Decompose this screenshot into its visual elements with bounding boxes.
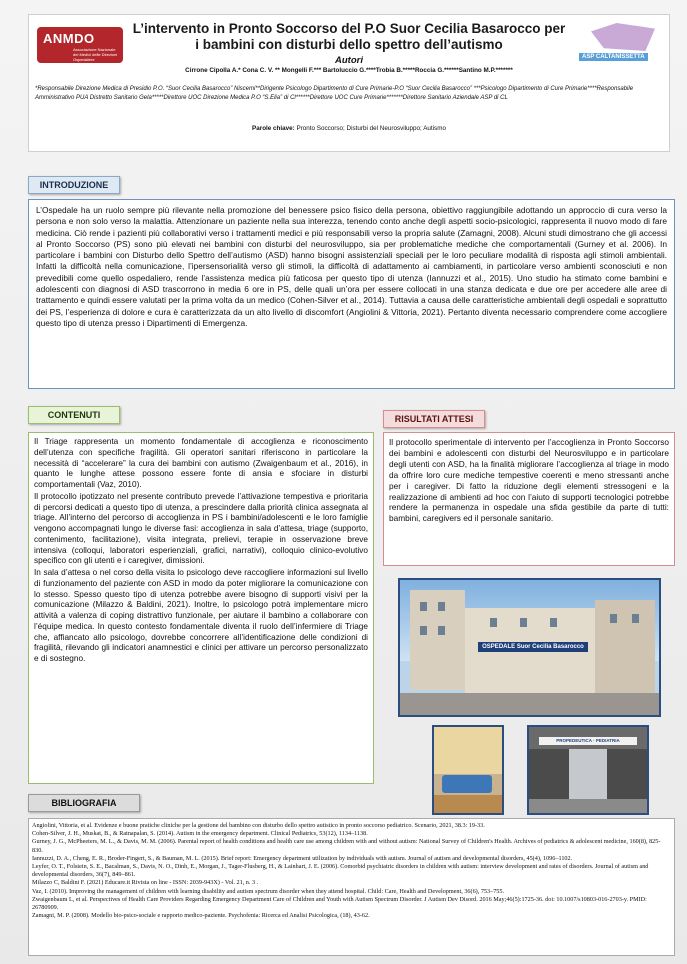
hospital-building-photo	[398, 578, 661, 717]
poster-header	[28, 14, 670, 152]
bib-entry: Vaz, I. (2010). Improving the management of children with learning disability and autism spectrum disorder when they attend hospital. Child: Care, Health and Development, 36(6), 753–755.	[32, 887, 505, 895]
bib-entry: Angiolini, Vittoria, et al. Evidenze e buone pratiche cliniche per la gestione del bambino con disturbo dello spettro autistico in pronto soccorso pediatrico. Scenario, 2021, 38.3: 19-33.	[32, 822, 485, 829]
corridor-sign: PROPEDEUTICA · PEDIATRIA	[539, 737, 637, 745]
anmdo-logo-text: ANMDO	[43, 31, 95, 46]
bib-entry: Leyfer, O. T., Folstein, S. E., Bacalman, S., Davis, N. O., Dinh, E., Morgan, J., Tager-Flusberg, H., & Lainhart, J. E. (2006). Comorbid psychiatric disorders in children with autism: interview development and rates of disorders. Journal of autism and developmental disorders, 36(7), 849–861.	[32, 863, 649, 879]
introduzione-box	[28, 199, 675, 389]
contenuti-paragraph-2: Il protocollo ipotizzato nel presente contributo prevede l’attivazione tempestiva e prioritaria di percorsi dedicati a questo tipo di utenza, a prescindere dalla priorità clinica assegnata al triage. All’interno del percorso di accoglienza in PS i bambini/adolescenti e le loro famiglie vengono accompagnati lungo le diverse fasi: accoglienza in sala d’attesa, triage (supporto, contenimento, facilitazione), visita integrata, prelievi, terapie in osservazione breve intensiva (colloqui, laboratori esperienziali, grafici, narrativi), colloquio clinico-evolutivo specifico con gli utenti e i caregiver, dimissioni.	[34, 491, 368, 566]
keywords-label: Parole chiave:	[252, 125, 295, 132]
bib-entry: Cohen-Silver, J. H., Muskat, B., & Ratnapalan, S. (2014). Autism in the emergency department. Clinical Pediatrics, 53(12), 1134–1138.	[32, 830, 368, 838]
waiting-room-photo	[432, 725, 504, 815]
bibliografia-heading: BIBLIOGRAFIA	[28, 794, 140, 812]
contenuti-paragraph-1: Il Triage rappresenta un momento fondamentale di accoglienza e riconoscimento dell’utenza con specifiche fragilità. Gli operatori sanitari riferiscono in particolare la necessità di “accelerare” la cura dei bambini con autismo (Zwaigenbaum et al., 2016), in quanto le lunghe attese possono essere fonte di ansia e sfociare in disturbi comportamentali (Vaz, 2010).	[34, 437, 368, 489]
bib-entry: Zwaigenbaum L, et al. Perspectives of Health Care Providers Regarding Emergency Department Care of Children and Youth with Autism Spectrum Disorder. J Autism Dev Disord. 2016 May;46(5):1725-36. doi: 10.1007/s10803-016-2703-y. PMID: 26780909.	[32, 895, 647, 912]
asp-logo-text: ASP CALTANISSETTA	[579, 53, 648, 61]
risultati-box	[383, 432, 675, 566]
bibliografia-box	[28, 818, 675, 956]
authors-heading: Autori	[335, 55, 363, 66]
poster-title: L’intervento in Pronto Soccorso del P.O Suor Cecilia Basarocco per i bambini con disturbi dello spettro dell’autismo	[132, 21, 566, 52]
affiliations: *Responsabile Direzione Medica di Presidio P.O. “Suor Cecilia Basarocco” Niscemi**Dirigente Psicologo Dipartimento di Cure Primarie-P.O “Suor Cecilia Basarocco” ***Psicologo Dipartimento di Cure Primarie****Responsabile Amministrativo PUA Distretto Sanitario Gela*****Direttore UOC Direzione Medica P.O “S.Elia” di Cl******Direttore UOC Cure Primarie*******Direttore Sanitario Aziendale ASP di CL	[35, 86, 634, 101]
anmdo-logo	[37, 27, 123, 63]
anmdo-logo-subtitle: Associazione Nazionale dei Medici delle Direzioni Ospedaliere	[73, 47, 118, 62]
bib-entry: Zamagni, M. P. (2008). Modello bio-psico-sociale e rapporto medico-paziente. Psychofenia: Ricerca ed Analisi Psicologica, (18), 43-62.	[32, 912, 370, 920]
corridor-photo	[527, 725, 649, 815]
keywords	[29, 125, 669, 132]
bib-entry: Milazzo C, Baldini F. (2021) Educare.it Rivista on line - ISSN: 2039-943X) - Vol. 21, n. 3 .	[32, 879, 259, 887]
risultati-text: Il protocollo sperimentale di intervento per l’accoglienza in Pronto Soccorso dei bambini e adolescenti con disturbi del Neurosviluppo e in particolare degli utenti con ASD, ha la finalità migliorare l’accoglienza al triage in modo da offrire loro cure mediche tempestive coerenti e meno stressanti anche per i caregiver. Di fatto la riduzione degli elementi stressogeni e la realizzazione di ambienti ad hoc con l’aiuto di supporti tecnologici potrebbe rendere la permanenza in ospedale una sfida gestibile da parte di tutti: bambini, caregivers ed il personale sanitario.	[389, 437, 669, 524]
risultati-heading: RISULTATI ATTESI	[383, 410, 485, 428]
bib-entry: Iannuzzi, D. A., Cheng, E. R., Broder-Fingert, S., & Bauman, M. L. (2015). Brief report: Emergency department utilization by individuals with autism. Journal of autism and developmental disorders, 45(4), 1096–1102.	[32, 854, 573, 862]
contenuti-paragraph-3: In sala d’attesa o nel corso della visita lo psicologo deve raccogliere informazioni sul livello di funzionamento del paziente con ASD in modo da poter migliorare la comunicazione con lo stesso. Spesso questo tipo di utenza potrebbe avere bisogno di supporti visivi per la comunicazione (Milazzo & Baldini, 2021). Inoltre, lo psicologo potrà implementare micro attività a valenza di coping distrattivo funzionale, per aiutare il bambino a collaborare con l’équipe medica. In questo contesto fondamentale diventa il ruolo dell’infermiere di Triage che, affiancato allo psicologo, dovrebbe concorrere all’identificazione delle condizioni di fragilità, rilevando gli indicatori anamnestici e clinici per attivare un percorso personalizzato e di sostegno.	[34, 568, 368, 663]
sicily-map-icon	[591, 23, 655, 51]
asp-caltanissetta-logo	[579, 23, 659, 67]
introduzione-heading: INTRODUZIONE	[28, 176, 120, 194]
authors-list: Cirrone Cipolla A.* Cona C. V. ** Mongelli F.*** Bartoluccio G.****Trobia B.*****Roccia G.******Santino M.P.*******	[185, 67, 513, 74]
introduzione-text: L’Ospedale ha un ruolo sempre più rilevante nella promozione del benessere psico fisico della persona, obiettivo raggiungibile adottando un approccio di cura verso la persona e non solo verso la malattia. Attenzionare un paziente nella sua interezza, tenendo conto anche degli aspetti socio-psicologici, rappresenta il nuovo modo di fare medicina. Ciò rende i pazienti più collaborativi verso i trattamenti medici e più responsabili verso la propria salute (Zamagni, 2008). Alcuni studi dimostrano che gli accessi al Pronto Soccorso (PS) sono più elevati nei bambini con disturbi del neurosviluppo, sia per problematiche mediche che comportamentali (Gurney et al. 2006). In particolare i bambini con Disturbo dello Spettro dell’autismo (ASD) hanno bisogni assistenziali speciali per le loro peculiare modalità di risposta agli stimoli ambientali. Infatti la difficoltà nella comunicazione, l’ipersensorialità verso gli stimoli, la difficoltà di adattamento ai cambiamenti, in particolare verso ambienti sconosciuti e non prevedibili come quello ospedaliero, rende l’assistenza medica più faticosa per questo tipo di utenza (Iannuzzi et al., 2015). Uno studio ha stimato come bambini e adolescenti con diagnosi di ASD trascorrono in media 6 ore in PS, delle quali un’ora per essere collocati in una stanza dedicata e due ore per accedere alle aree di trattamento e quindi essere valutati per la prima volta da un medico (Cohen-Silver et al., 2014). Tuttavia a causa delle caratteristiche ambientali degli ospedali e soprattutto dei PS, l’esperienza di dolore e cura è caratterizzata da un alto livello di discomfort (Angiolini & Vittoria, 2021). Pertanto diventa necessario comprendere come accogliere questo tipo di utenza presso i Dipartimenti di Emergenza.	[36, 205, 667, 328]
keywords-value: Pronto Soccorso; Disturbi del Neurosviluppo; Autismo	[296, 125, 446, 132]
contenuti-heading: CONTENUTI	[28, 406, 120, 424]
contenuti-box	[28, 432, 374, 784]
hospital-sign: OSPEDALE Suor Cecilia Basarocco	[478, 642, 588, 652]
bib-entry: Gurney, J. G., McPheeters, M. L., & Davis, M. M. (2006). Parental report of health conditions and health care use among children with and without autism: National Survey of Children's Health. Archives of pediatrics & adolescent medicine, 160(8), 825-830.	[32, 838, 661, 854]
